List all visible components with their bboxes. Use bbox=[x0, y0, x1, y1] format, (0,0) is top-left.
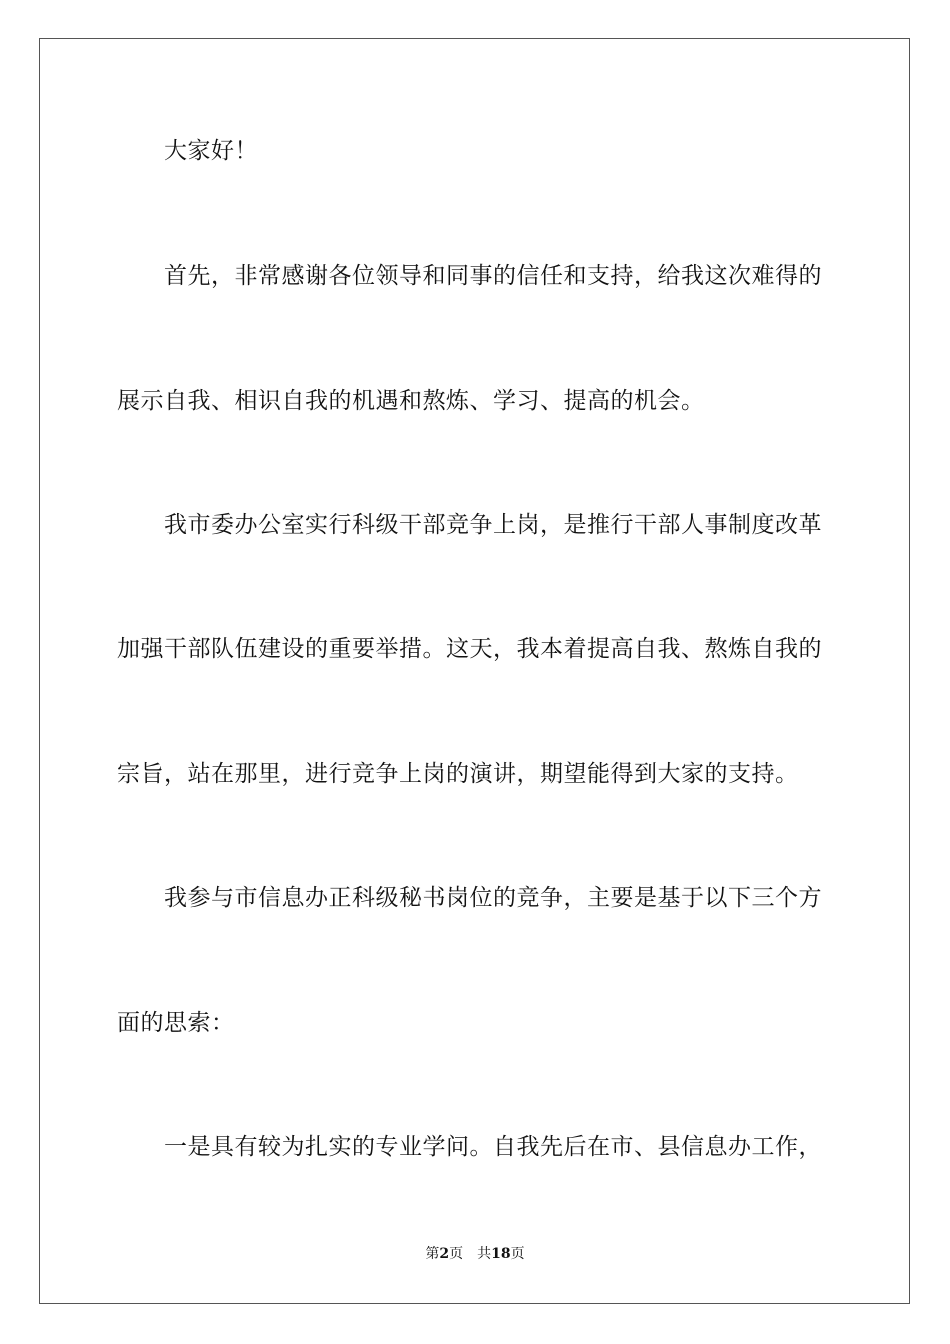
page-suffix: 页 bbox=[449, 1246, 464, 1262]
paragraph-2-line-3: 宗旨，站在那里，进行竞争上岗的演讲，期望能得到大家的支持。 bbox=[117, 761, 799, 787]
paragraph-2-line-2: 加强干部队伍建设的重要举措。这天，我本着提高自我、熬炼自我的 bbox=[117, 636, 822, 662]
paragraph-4-line-1: 一是具有较为扎实的专业学问。自我先后在市、县信息办工作， bbox=[164, 1134, 822, 1160]
total-pages: 18 bbox=[491, 1246, 511, 1262]
paragraph-1-line-1: 首先，非常感谢各位领导和同事的信任和支持，给我这次难得的 bbox=[164, 263, 822, 289]
total-suffix: 页 bbox=[510, 1246, 525, 1262]
page-number: 2 bbox=[439, 1246, 450, 1262]
page-footer bbox=[0, 1244, 950, 1264]
paragraph-1-line-2: 展示自我、相识自我的机遇和熬炼、学习、提高的机会。 bbox=[117, 388, 705, 414]
paragraph-3-line-1: 我参与市信息办正科级秘书岗位的竞争，主要是基于以下三个方 bbox=[164, 885, 822, 911]
page-prefix: 第 bbox=[425, 1246, 440, 1262]
page-frame bbox=[39, 38, 910, 1304]
paragraph-3-line-2: 面的思索： bbox=[117, 1010, 235, 1036]
paragraph-2-line-1: 我市委办公室实行科级干部竞争上岗，是推行干部人事制度改革 bbox=[164, 512, 822, 538]
total-prefix: 共 bbox=[477, 1246, 492, 1262]
greeting-line: 大家好！ bbox=[164, 138, 258, 164]
